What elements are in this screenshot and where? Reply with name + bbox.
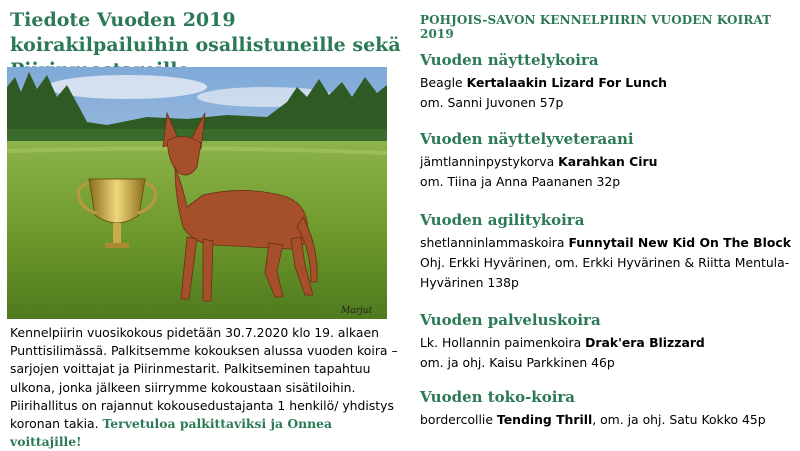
award-title: Vuoden toko-koira bbox=[420, 388, 576, 406]
award-dog-line bbox=[420, 233, 792, 253]
award-owner: om. Sanni Juvonen 57p bbox=[420, 95, 564, 110]
award-after-dog: , om. ja ohj. Satu Kokko 45p bbox=[592, 412, 766, 427]
dog-photo-illustration bbox=[7, 67, 387, 319]
intro-text: Kennelpiirin vuosikokous pidetään 30.7.2020 klo 19. alkaen Punttisilimässä. Palkitsemme kokouksen alussa vuoden koira – sarjojen voittajat ja Piirinmestarit. Palkitseminen tapahtuu ulkona, jonka jälkeen siirrymme kokoustaan sisätiloihin. Piirihallitus on rajannut kokousedustajanta 1 henkilö/ yhdistys koronan takia. bbox=[10, 325, 398, 432]
award-obedience-dog bbox=[420, 387, 792, 430]
intro-highlight: Tervetuloa palkittaviksi ja Onnea voittajille! bbox=[10, 416, 333, 450]
award-dog-name: Drak'era Blizzard bbox=[585, 335, 705, 350]
award-dog-line bbox=[420, 152, 792, 172]
award-dog-name: Tending Thrill bbox=[496, 412, 593, 427]
award-breed: shetlanninlammaskoira bbox=[420, 235, 569, 250]
award-dog-line bbox=[420, 410, 792, 430]
award-show-dog bbox=[420, 50, 792, 113]
award-owner: om. Tiina ja Anna Paananen 32p bbox=[420, 174, 621, 189]
award-breed: bordercollie bbox=[420, 412, 497, 427]
award-show-veteran bbox=[420, 129, 792, 192]
award-dog-line bbox=[420, 333, 792, 353]
award-title: Vuoden näyttelyveteraani bbox=[420, 130, 634, 148]
award-breed: Beagle bbox=[420, 75, 467, 90]
award-title: Vuoden agilitykoira bbox=[420, 211, 585, 229]
award-dog-line bbox=[420, 73, 792, 93]
award-service-dog bbox=[420, 310, 792, 373]
award-title: Vuoden näyttelykoira bbox=[420, 51, 599, 69]
headline: Tiedote Vuoden 2019 koirakilpailuihin osallistuneille sekä bbox=[10, 9, 401, 56]
awards-heading: POHJOIS-SAVON KENNELPIIRIN VUODEN KOIRAT 2019 bbox=[420, 13, 772, 41]
photo-signature: Marjut bbox=[341, 306, 373, 316]
award-owner: Ohj. Erkki Hyvärinen, om. Erkki Hyvärinen & Riitta Mentula-Hyvärinen 138p bbox=[420, 255, 790, 290]
award-title: Vuoden palveluskoira bbox=[420, 311, 601, 329]
dog-photo bbox=[7, 67, 387, 319]
award-dog-name: Funnytail New Kid On The Block bbox=[568, 235, 791, 250]
award-breed: Lk. Hollannin paimenkoira bbox=[420, 335, 586, 350]
award-dog-name: Kertalaakin Lizard For Lunch bbox=[466, 75, 667, 90]
award-owner: om. ja ohj. Kaisu Parkkinen 46p bbox=[420, 355, 615, 370]
award-breed: jämtlanninpystykorva bbox=[420, 154, 559, 169]
intro-paragraph bbox=[10, 324, 405, 451]
award-dog-name: Karahkan Ciru bbox=[558, 154, 658, 169]
award-agility-dog bbox=[420, 210, 792, 293]
